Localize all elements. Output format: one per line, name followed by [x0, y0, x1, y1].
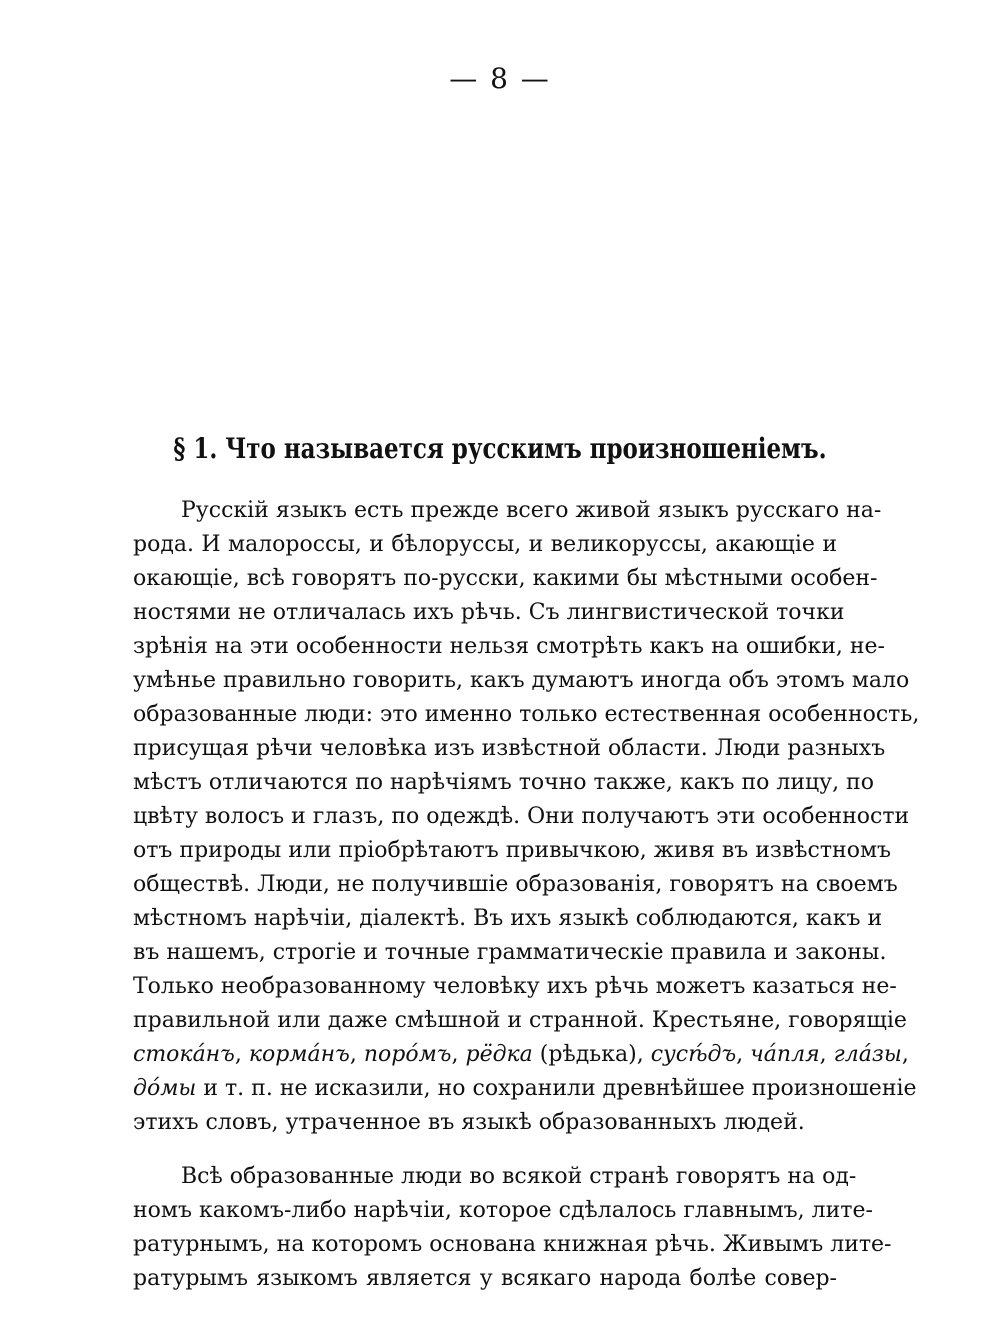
text-line: обществѣ. Люди, не получившiе образованiя, говорятъ на своемъ: [133, 872, 898, 897]
example-words-line: стока́нъ, корма́нъ, поро́мъ, рёдка (рѣдька), сусѣ́дъ, ча́пля, глáзы,: [133, 1042, 909, 1067]
example-word: корма́нъ: [248, 1042, 350, 1067]
text-line: присущая рѣчи человѣка изъ извѣстной области. Люди разныхъ: [133, 736, 886, 761]
text-line: этихъ словъ, утраченное въ языкѣ образованныхъ людей.: [133, 1110, 805, 1135]
body-text: [133, 494, 920, 1296]
example-word: до́мы: [133, 1076, 197, 1101]
text-line: номъ какомъ-либо нарѣчiи, которое сдѣлалось главнымъ, лите-: [133, 1198, 873, 1223]
paragraph-gap: [133, 1140, 837, 1160]
text-line: рода. И малороссы, и бѣлоруссы, и великоруссы, акающiе и: [133, 532, 837, 557]
text-line: Всѣ образованные люди во всякой странѣ говорятъ на од-: [181, 1164, 857, 1189]
text-line: мѣстъ отличаются по нарѣчiямъ точно также, какъ по лицу, по: [133, 770, 874, 795]
text-line: мѣстномъ нарѣчiи, дiалектѣ. Въ ихъ языкѣ соблюдаются, какъ и: [133, 906, 883, 931]
text-line: въ нашемъ, строгiе и точные грамматическiе правила и законы.: [133, 940, 887, 965]
text-line: ностями не отличалась ихъ рѣчь. Съ лингвистической точки: [133, 600, 845, 625]
page-number: — 8 —: [449, 62, 551, 95]
example-word: рёдка: [465, 1042, 533, 1067]
section-heading: § 1. Что называется русскимъ произношенiемъ.: [173, 432, 827, 465]
text-line: отъ природы или прiобрѣтаютъ привычкою, живя въ извѣстномъ: [133, 838, 892, 863]
text-line: правильной или даже смѣшной и странной. Крестьяне, говорящiе: [133, 1008, 907, 1033]
text-line: ратурымъ языкомъ является у всякаго народа болѣе совер-: [133, 1266, 837, 1291]
example-word: поро́мъ: [363, 1042, 452, 1067]
example-words-line: [133, 1072, 917, 1106]
example-word: глáзы: [833, 1042, 902, 1067]
example-word: ча́пля: [750, 1042, 820, 1067]
example-word: сусѣ́дъ: [650, 1042, 737, 1067]
example-word: стока́нъ: [133, 1042, 235, 1067]
text-line: Только необразованному человѣку ихъ рѣчь можетъ казаться не-: [133, 974, 897, 999]
text-line: окающiе, всѣ говорятъ по-русски, какими бы мѣстными особен-: [133, 566, 878, 591]
text-line: зрѣнiя на эти особенности нельзя смотрѣть какъ на ошибки, не-: [133, 634, 885, 659]
text-line: ратурнымъ, на которомъ основана книжная рѣчь. Живымъ лите-: [133, 1232, 892, 1257]
example-gloss: (рѣдька),: [539, 1042, 644, 1067]
text-fragment: и т. п. не исказили, но сохранили древнѣйшее произношенiе: [203, 1076, 917, 1101]
text-line: цвѣту волосъ и глазъ, по одеждѣ. Они получаютъ эти особенности: [133, 804, 910, 829]
text-line: образованные люди: это именно только естественная особенность,: [133, 702, 920, 727]
text-line: Русскiй языкъ есть прежде всего живой языкъ русскаго на-: [181, 498, 882, 523]
text-line: умѣнье правильно говорить, какъ думаютъ иногда объ этомъ мало: [133, 668, 910, 693]
